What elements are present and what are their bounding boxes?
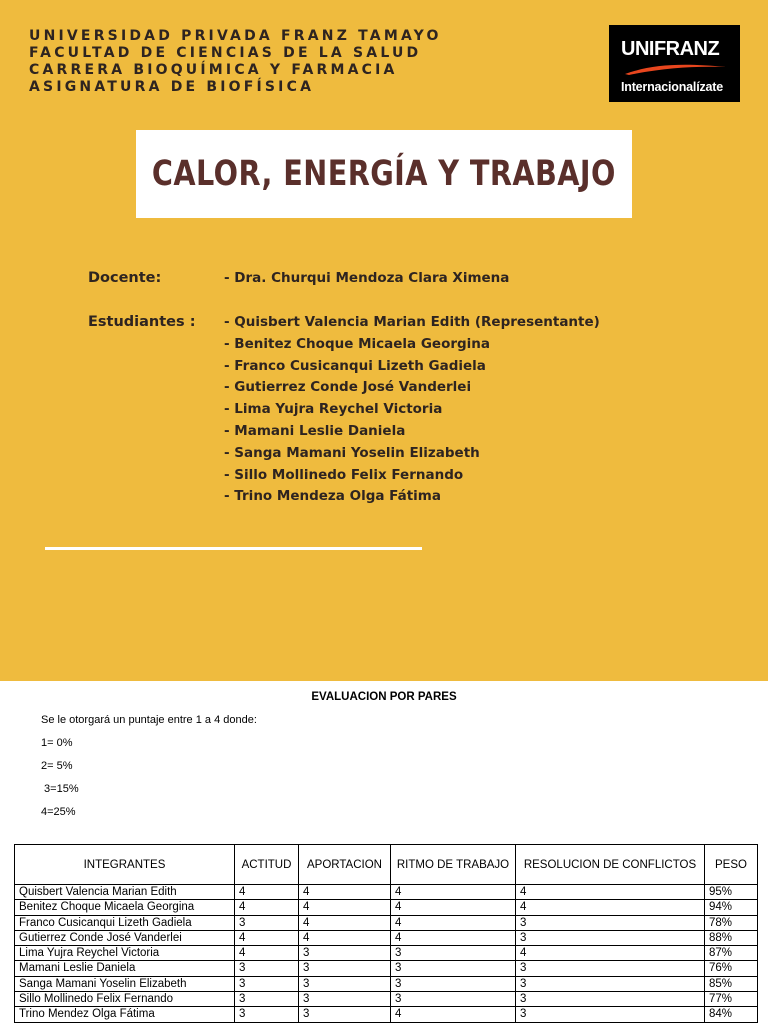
score-cell: 3 [299, 946, 391, 961]
logo-swoosh-icon [623, 61, 728, 77]
institution-line: CARRERA BIOQUÍMICA Y FARMACIA [29, 62, 398, 78]
member-name-cell: Quisbert Valencia Marian Edith [15, 885, 235, 900]
member-name-cell: Gutierrez Conde José Vanderlei [15, 930, 235, 945]
score-cell: 76% [705, 961, 758, 976]
score-cell: 4 [235, 900, 299, 915]
score-cell: 3 [299, 961, 391, 976]
member-name-cell: Mamani Leslie Daniela [15, 961, 235, 976]
score-cell: 85% [705, 976, 758, 991]
scale-item: 1= 0% [41, 737, 73, 749]
score-cell: 4 [299, 915, 391, 930]
student-name: - Sillo Mollinedo Felix Fernando [224, 466, 464, 483]
table-row [15, 915, 758, 930]
column-header: PESO [705, 845, 758, 885]
score-cell: 4 [391, 1007, 516, 1022]
score-cell: 4 [235, 885, 299, 900]
score-cell: 88% [705, 930, 758, 945]
table-row [15, 930, 758, 945]
student-name: - Mamani Leslie Daniela [224, 422, 406, 439]
score-cell: 4 [235, 946, 299, 961]
scale-item: 3=15% [41, 783, 79, 795]
score-cell: 3 [235, 976, 299, 991]
score-cell: 3 [391, 976, 516, 991]
docente-list [224, 268, 509, 290]
score-cell: 3 [235, 1007, 299, 1022]
docente-name: - Dra. Churqui Mendoza Clara Ximena [224, 270, 510, 286]
score-cell: 4 [235, 930, 299, 945]
score-cell: 4 [299, 930, 391, 945]
member-name-cell: Trino Mendez Olga Fátima [15, 1007, 235, 1022]
score-cell: 4 [391, 930, 516, 945]
member-name-cell: Franco Cusicanqui Lizeth Gadiela [15, 915, 235, 930]
column-header: APORTACION [299, 845, 391, 885]
logo-brand: UNIFRANZ [621, 38, 720, 60]
score-cell: 87% [705, 946, 758, 961]
table-header-row [15, 845, 758, 885]
evaluation-title: EVALUACION POR PARES [311, 691, 457, 703]
score-cell: 95% [705, 885, 758, 900]
score-cell: 4 [391, 885, 516, 900]
score-cell: 3 [299, 992, 391, 1007]
student-name: - Benitez Choque Micaela Georgina [224, 335, 491, 352]
docente-label: Docente: [88, 270, 162, 286]
unifranz-logo [609, 25, 740, 102]
score-cell: 84% [705, 1007, 758, 1022]
student-name: - Franco Cusicanqui Lizeth Gadiela [224, 357, 486, 374]
student-name: - Trino Mendeza Olga Fátima [224, 488, 441, 505]
student-name: - Quisbert Valencia Marian Edith (Representante) [224, 314, 600, 330]
score-cell: 3 [516, 976, 705, 991]
score-cell: 3 [516, 930, 705, 945]
member-name-cell: Lima Yujra Reychel Victoria [15, 946, 235, 961]
score-cell: 4 [299, 900, 391, 915]
score-cell: 3 [235, 961, 299, 976]
institution-header [29, 28, 442, 96]
table-row [15, 900, 758, 915]
score-cell: 3 [516, 1007, 705, 1022]
score-cell: 3 [299, 1007, 391, 1022]
score-cell: 4 [516, 900, 705, 915]
score-cell: 3 [516, 961, 705, 976]
score-cell: 3 [391, 992, 516, 1007]
member-name-cell: Benitez Choque Micaela Georgina [15, 900, 235, 915]
student-name: - Lima Yujra Reychel Victoria [224, 401, 443, 418]
table-row [15, 961, 758, 976]
scale-item: 2= 5% [41, 760, 73, 772]
score-cell: 4 [391, 915, 516, 930]
column-header: RITMO DE TRABAJO [391, 845, 516, 885]
divider-line [45, 547, 422, 550]
score-cell: 3 [516, 915, 705, 930]
column-header: INTEGRANTES [15, 845, 235, 885]
scale-item: 4=25% [41, 806, 76, 818]
score-cell: 3 [391, 946, 516, 961]
score-cell: 4 [516, 885, 705, 900]
score-cell: 3 [299, 976, 391, 991]
student-name: - Gutierrez Conde José Vanderlei [224, 379, 472, 396]
page-title: CALOR, ENERGÍA Y TRABAJO [152, 154, 616, 194]
institution-line: UNIVERSIDAD PRIVADA FRANZ TAMAYO [29, 28, 442, 44]
logo-tagline: Internacionalízate [621, 80, 723, 94]
institution-line: FACULTAD DE CIENCIAS DE LA SALUD [29, 45, 422, 61]
institution-line: ASIGNATURA DE BIOFÍSICA [29, 79, 315, 95]
title-box [136, 130, 632, 218]
estudiantes-list [224, 312, 600, 508]
member-name-cell: Sanga Mamani Yoselin Elizabeth [15, 976, 235, 991]
score-cell: 94% [705, 900, 758, 915]
table-row [15, 976, 758, 991]
table-row [15, 885, 758, 900]
column-header: RESOLUCION DE CONFLICTOS [516, 845, 705, 885]
member-name-cell: Sillo Mollinedo Felix Fernando [15, 992, 235, 1007]
table-row [15, 946, 758, 961]
scale-intro: Se le otorgará un puntaje entre 1 a 4 donde: [41, 714, 257, 726]
score-cell: 78% [705, 915, 758, 930]
score-cell: 77% [705, 992, 758, 1007]
score-cell: 3 [391, 961, 516, 976]
score-cell: 3 [516, 992, 705, 1007]
evaluation-table [14, 844, 758, 1023]
score-cell: 4 [516, 946, 705, 961]
student-name: - Sanga Mamani Yoselin Elizabeth [224, 444, 480, 461]
peer-evaluation-section [0, 681, 768, 1024]
table-row [15, 992, 758, 1007]
score-cell: 3 [235, 992, 299, 1007]
table-row [15, 1007, 758, 1022]
score-cell: 3 [235, 915, 299, 930]
column-header: ACTITUD [235, 845, 299, 885]
score-cell: 4 [391, 900, 516, 915]
score-cell: 4 [299, 885, 391, 900]
estudiantes-label: Estudiantes : [88, 314, 196, 330]
